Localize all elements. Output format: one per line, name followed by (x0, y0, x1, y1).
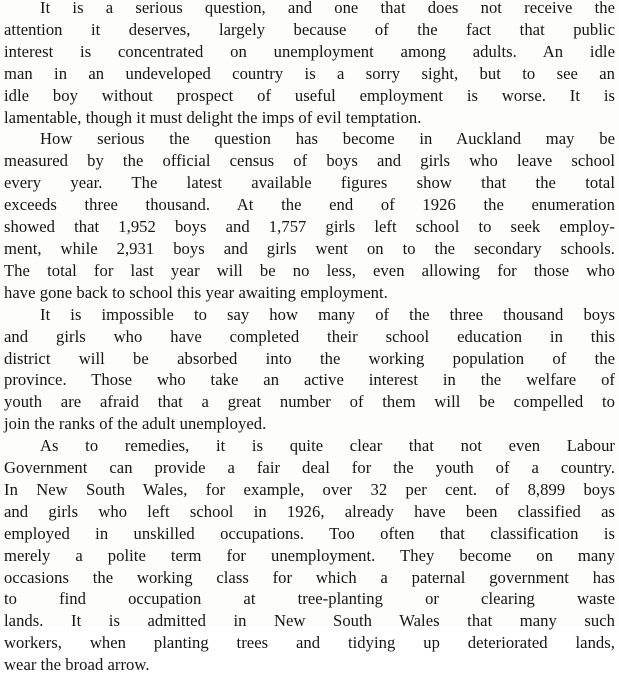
text-line: exceeds three thousand. At the end of 1926 the enumeration (4, 195, 615, 215)
text-line: lands. It is admitted in New South Wales that many such (4, 611, 615, 631)
text-line: youth are afraid that a great number of them will be compelled to (4, 392, 615, 412)
text-line: lamentable, though it must delight the imps of evil temptation. (4, 107, 422, 127)
text-line: measured by the official census of boys and girls who leave school (4, 151, 615, 171)
paragraph-1 (4, 0, 615, 128)
text-line: occasions the working class for which a paternal government has (4, 567, 615, 587)
text-line: How serious the question has become in Auckland may be (40, 129, 615, 149)
text-line: employed in unskilled occupations. Too often that classification is (4, 523, 615, 543)
text-line: showed that 1,952 boys and 1,757 girls left school to seek employ- (4, 217, 615, 237)
text-line: and girls who have completed their school education in this (4, 326, 615, 346)
text-line: It is a serious question, and one that does not receive the (40, 0, 615, 17)
text-line: ment, while 2,931 boys and girls went on to the secondary schools. (4, 238, 615, 258)
text-line: man in an undeveloped country is a sorry sight, but to see an (4, 63, 615, 83)
paragraph-3 (4, 304, 615, 435)
text-line: and girls who left school in 1926, already have been classified as (4, 501, 615, 521)
paragraph-2 (4, 128, 615, 303)
paragraph-4 (4, 435, 615, 676)
text-line: to find occupation at tree-planting or clearing waste (4, 589, 615, 609)
text-line: province. Those who take an active interest in the welfare of (4, 370, 615, 390)
text-line: interest is concentrated on unemployment among adults. An idle (4, 41, 615, 61)
text-line: district will be absorbed into the working population of the (4, 348, 615, 368)
text-line: wear the broad arrow. (4, 655, 150, 675)
text-line: idle boy without prospect of useful employment is worse. It is (4, 85, 615, 105)
text-line: every year. The latest available figures show that the total (4, 173, 615, 193)
text-line: The total for last year will be no less, even allowing for those who (4, 260, 615, 280)
text-line: workers, when planting trees and tidying up deteriorated lands, (4, 633, 615, 653)
article-body (4, 0, 615, 676)
text-line: merely a polite term for unemployment. They become on many (4, 545, 615, 565)
text-line: join the ranks of the adult unemployed. (4, 414, 267, 434)
text-line: have gone back to school this year awaiting employment. (4, 282, 388, 302)
text-line: It is impossible to say how many of the three thousand boys (40, 304, 615, 324)
text-line: As to remedies, it is quite clear that not even Labour (40, 436, 615, 456)
text-line: attention it deserves, largely because of the fact that public (4, 19, 615, 39)
text-line: In New South Wales, for example, over 32 per cent. of 8,899 boys (4, 479, 615, 499)
text-line: Government can provide a fair deal for the youth of a country. (4, 458, 615, 478)
